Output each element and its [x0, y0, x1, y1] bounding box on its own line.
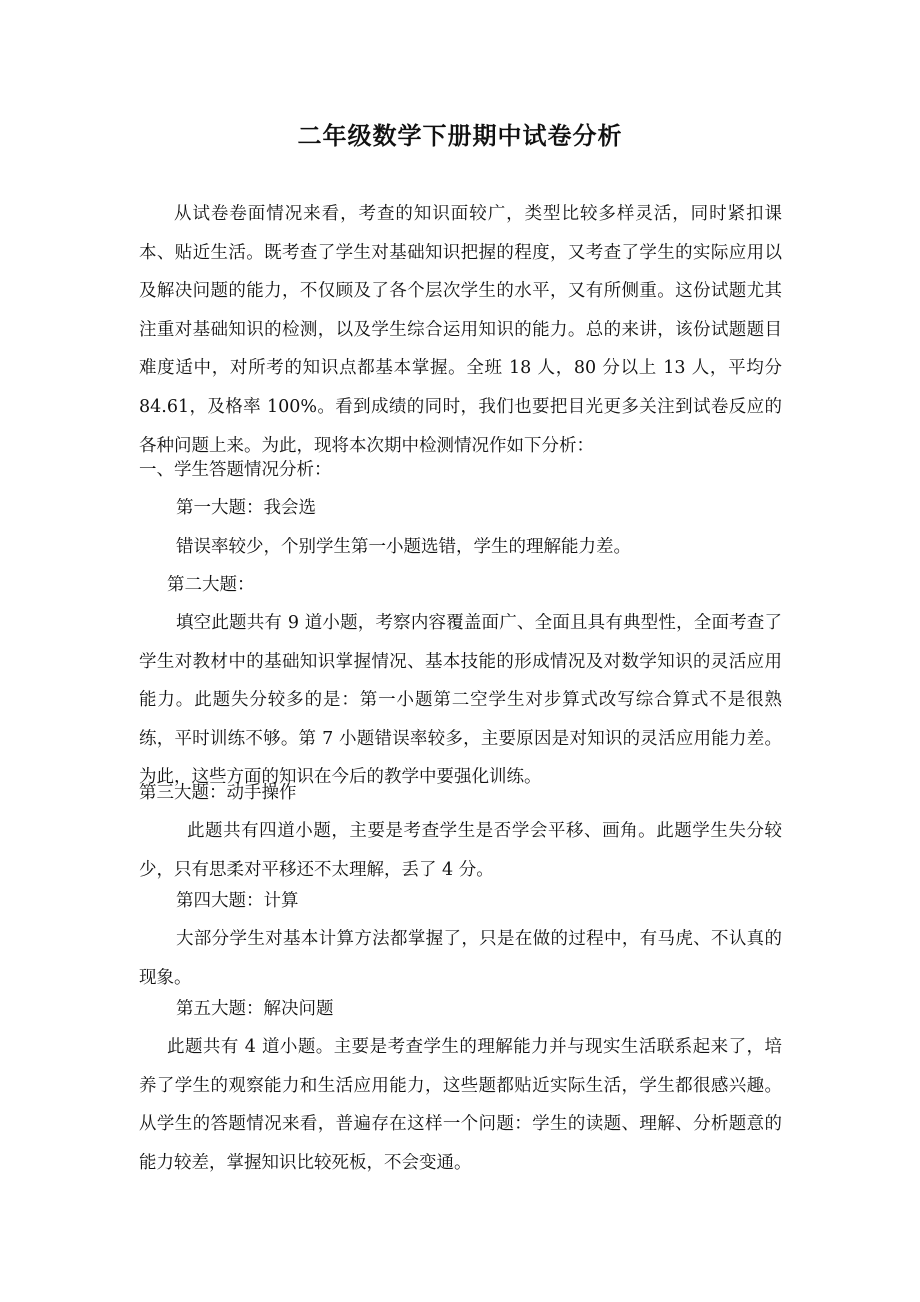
question-1-heading: 第一大题：我会选 [176, 498, 316, 518]
question-4-heading: 第四大题：计算 [176, 891, 299, 911]
question-3-heading: 第三大题：动手操作 [139, 783, 297, 803]
intro-paragraph: 从试卷卷面情况来看，考查的知识面较广，类型比较多样灵活，同时紧扣课本、贴近生活。既考查了学生对基础知识把握的程度，又考查了学生的实际应用以及解决问题的能力，不仅顾及了各个层次学生的水平，又有所侧重。这份试题尤其注重对基础知识的检测，以及学生综合运用知识的能力。总的来讲，该份试题题目难度适中，对所考的知识点都基本掌握。全班 18 人，80 分以上 13 人，平均分 84.61，及格率 100%。看到成绩的同时，我们也要把目光更多关注到试卷反应的各种问题上来。为此，现将本次期中检测情况作如下分析： [139, 204, 782, 456]
question-2-heading: 第二大题： [167, 575, 255, 595]
question-3-body: 此题共有四道小题，主要是考查学生是否学会平移、画角。此题学生失分较少，只有思柔对平移还不太理解，丢了 4 分。 [139, 821, 782, 880]
question-5-heading: 第五大题：解决问题 [176, 999, 334, 1019]
question-2-body: 填空此题共有 9 道小题，考察内容覆盖面广、全面且具有典型性，全面考查了学生对教材中的基础知识掌握情况、基本技能的形成情况及对数学知识的灵活应用能力。此题失分较多的是：第一小题第二空学生对步算式改写综合算式不是很熟练，平时训练不够。第 7 小题错误率较多，主要原因是对知识的灵活应用能力差。为此，这些方面的知识在今后的教学中要强化训练。 [139, 613, 782, 788]
question-1-body: 错误率较少，个别学生第一小题选错，学生的理解能力差。 [176, 537, 631, 557]
question-5-body: 此题共有 4 道小题。主要是考查学生的理解能力并与现实生活联系起来了，培养了学生的观察能力和生活应用能力，这些题都贴近实际生活，学生都很感兴趣。从学生的答题情况来看，普遍存在这样一个问题：学生的读题、理解、分析题意的能力较差，掌握知识比较死板，不会变通。 [139, 1037, 782, 1173]
question-4-body: 大部分学生对基本计算方法都掌握了，只是在做的过程中，有马虎、不认真的现象。 [139, 929, 782, 988]
section-heading: 一、学生答题情况分析： [139, 460, 332, 480]
document-title: 二年级数学下册期中试卷分析 [297, 121, 623, 150]
